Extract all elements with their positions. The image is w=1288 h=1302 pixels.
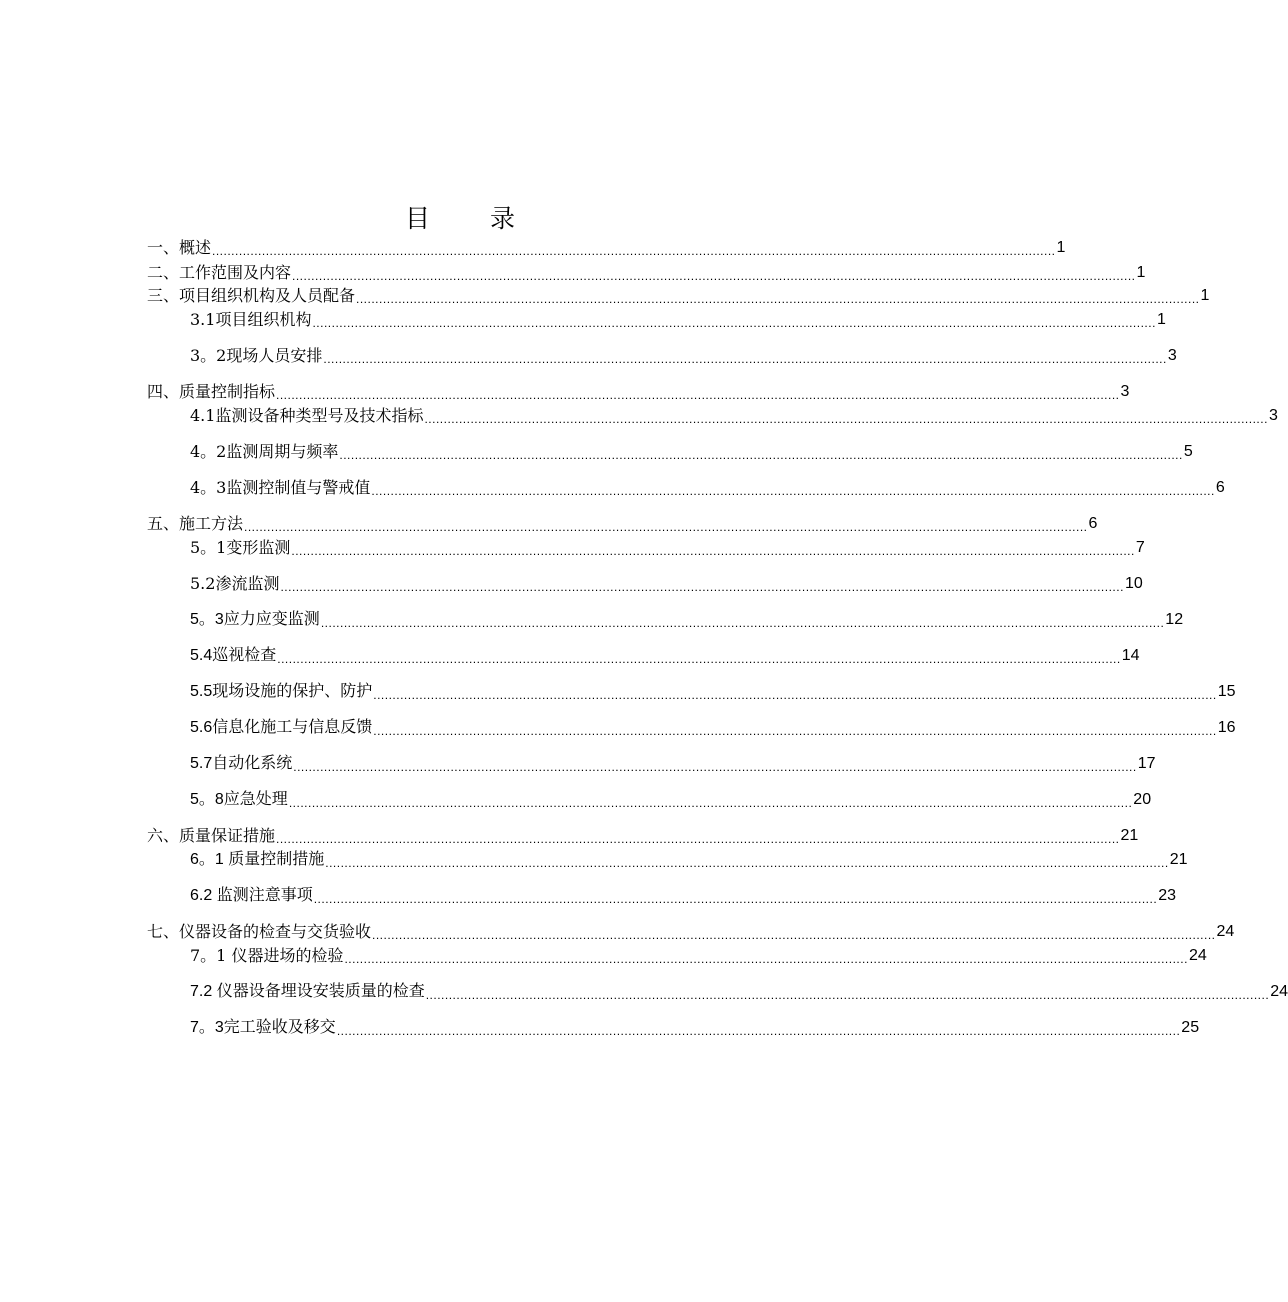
toc-entry[interactable] [147, 286, 1210, 306]
toc-page-number: 6 [1215, 479, 1225, 496]
dot-leader: ............................................................................................................................................................................................................................ [293, 760, 1137, 774]
toc-entry-label: 5。8应急处理 [190, 791, 288, 808]
toc-page-number: 3 [1268, 407, 1278, 424]
dot-leader: ............................................................................................................................................................................................................................ [323, 352, 1167, 366]
toc-entry[interactable] [190, 946, 1207, 966]
toc-entry[interactable] [190, 646, 1140, 666]
dot-leader: ............................................................................................................................................................................................................................ [244, 520, 1088, 534]
toc-entry[interactable] [190, 790, 1152, 810]
dot-leader: ............................................................................................................................................................................................................................ [424, 412, 1268, 426]
dot-leader: ............................................................................................................................................................................................................................ [372, 928, 1216, 942]
dot-leader: ............................................................................................................................................................................................................................ [276, 388, 1120, 402]
dot-leader: ............................................................................................................................................................................................................................ [212, 244, 1056, 258]
toc-entry[interactable] [190, 538, 1145, 558]
toc-entry[interactable] [190, 718, 1236, 738]
toc-page-number: 23 [1158, 887, 1176, 904]
toc-entry-label: 5.7自动化系统 [190, 755, 293, 772]
toc-entry-label: 5.2渗流监测 [190, 574, 280, 593]
toc-entry[interactable] [147, 922, 1235, 942]
dot-leader: ............................................................................................................................................................................................................................ [336, 1024, 1181, 1038]
dot-leader: ............................................................................................................................................................................................................................ [339, 448, 1183, 462]
toc-page-number: 17 [1137, 755, 1156, 772]
toc-entry[interactable] [190, 754, 1156, 774]
dot-leader: ............................................................................................................................................................................................................................ [373, 724, 1217, 738]
toc-title: 目 录 [405, 204, 541, 233]
toc-page-number: 10 [1124, 575, 1143, 592]
dot-leader: ............................................................................................................................................................................................................................ [288, 796, 1133, 810]
toc-page-number: 21 [1120, 827, 1139, 844]
dot-leader: ............................................................................................................................................................................................................................ [356, 292, 1200, 306]
toc-entry-label: 七、仪器设备的检查与交货验收 [147, 922, 372, 941]
toc-entry-label: 3。2现场人员安排 [190, 346, 323, 365]
dot-leader: ............................................................................................................................................................................................................................ [280, 580, 1124, 594]
toc-entry[interactable] [147, 238, 1066, 258]
toc-entry[interactable] [190, 310, 1166, 330]
toc-page-number: 16 [1217, 719, 1236, 736]
toc-entry[interactable] [147, 263, 1146, 283]
toc-page-number: 21 [1169, 851, 1188, 868]
toc-entry-label: 7。1 仪器进场的检验 [190, 946, 344, 965]
toc-entry-label: 6.2 监测注意事项 [190, 887, 313, 904]
toc-page-number: 24 [1216, 923, 1235, 940]
toc-entry[interactable] [190, 346, 1177, 366]
toc-entry-label: 3.1项目组织机构 [190, 310, 312, 329]
toc-entry-label: 5。3应力应变监测 [190, 611, 320, 628]
dot-leader: ............................................................................................................................................................................................................................ [313, 892, 1158, 906]
toc-entry[interactable] [147, 826, 1139, 846]
toc-entry[interactable] [190, 1018, 1200, 1038]
dot-leader: ............................................................................................................................................................................................................................ [320, 616, 1165, 630]
toc-entry-label: 5.4巡视检查 [190, 647, 277, 664]
toc-page-number: 15 [1217, 683, 1236, 700]
dot-leader: ............................................................................................................................................................................................................................ [277, 652, 1121, 666]
toc-page-number: 14 [1121, 647, 1140, 664]
toc-entry-label: 7.2 仪器设备埋设安装质量的检查 [190, 983, 425, 1000]
toc-entry-label: 4。3监测控制值与警戒值 [190, 478, 371, 497]
toc-page-number: 12 [1165, 611, 1184, 628]
toc-entry[interactable] [190, 610, 1184, 630]
dot-leader: ............................................................................................................................................................................................................................ [292, 269, 1136, 283]
toc-page-number: 7 [1135, 539, 1145, 556]
toc-entry-label: 五、施工方法 [147, 514, 244, 533]
toc-entry[interactable] [147, 514, 1098, 534]
toc-page-number: 6 [1088, 515, 1098, 532]
toc-page-number: 5 [1183, 443, 1193, 460]
toc-entry[interactable] [190, 406, 1278, 426]
dot-leader: ............................................................................................................................................................................................................................ [371, 484, 1215, 498]
toc-entry[interactable] [190, 574, 1143, 594]
dot-leader: ............................................................................................................................................................................................................................ [373, 688, 1217, 702]
toc-entry-label: 二、工作范围及内容 [147, 263, 292, 282]
toc-entry-label: 5.6信息化施工与信息反馈 [190, 719, 373, 736]
toc-entry-label: 一、概述 [147, 238, 212, 257]
dot-leader: ............................................................................................................................................................................................................................ [425, 988, 1270, 1002]
toc-page-number: 3 [1167, 347, 1177, 364]
dot-leader: ............................................................................................................................................................................................................................ [291, 544, 1135, 558]
toc-entry[interactable] [147, 382, 1130, 402]
toc-entry-label: 5。1变形监测 [190, 538, 291, 557]
toc-entry[interactable] [190, 682, 1236, 702]
toc-entry-label: 四、质量控制指标 [147, 382, 276, 401]
dot-leader: ............................................................................................................................................................................................................................ [344, 952, 1188, 966]
toc-page-number: 3 [1120, 383, 1130, 400]
dot-leader: ............................................................................................................................................................................................................................ [312, 316, 1156, 330]
toc-entry[interactable] [190, 850, 1188, 870]
dot-leader: ............................................................................................................................................................................................................................ [276, 832, 1120, 846]
dot-leader: ............................................................................................................................................................................................................................ [325, 856, 1169, 870]
toc-page-number: 1 [1056, 239, 1066, 256]
toc-entry[interactable] [190, 886, 1176, 906]
toc-page-number: 1 [1136, 264, 1146, 281]
toc-page-number: 20 [1133, 791, 1152, 808]
toc-entry-label: 4。2监测周期与频率 [190, 442, 339, 461]
toc-entry-label: 三、项目组织机构及人员配备 [147, 286, 356, 305]
toc-page-number: 24 [1270, 983, 1288, 1000]
toc-entry-label: 6。1 质量控制措施 [190, 851, 325, 868]
toc-entry-label: 4.1监测设备种类型号及技术指标 [190, 406, 424, 425]
toc-entry-label: 六、质量保证措施 [147, 826, 276, 845]
toc-page-number: 25 [1181, 1019, 1200, 1036]
toc-entry[interactable] [190, 982, 1288, 1002]
toc-entry-label: 7。3完工验收及移交 [190, 1019, 336, 1036]
toc-page-number: 24 [1188, 947, 1207, 964]
toc-entry[interactable] [190, 478, 1225, 498]
toc-page-number: 1 [1156, 311, 1166, 328]
toc-entry[interactable] [190, 442, 1193, 462]
toc-page-number: 1 [1200, 287, 1210, 304]
toc-entry-label: 5.5现场设施的保护、防护 [190, 683, 373, 700]
